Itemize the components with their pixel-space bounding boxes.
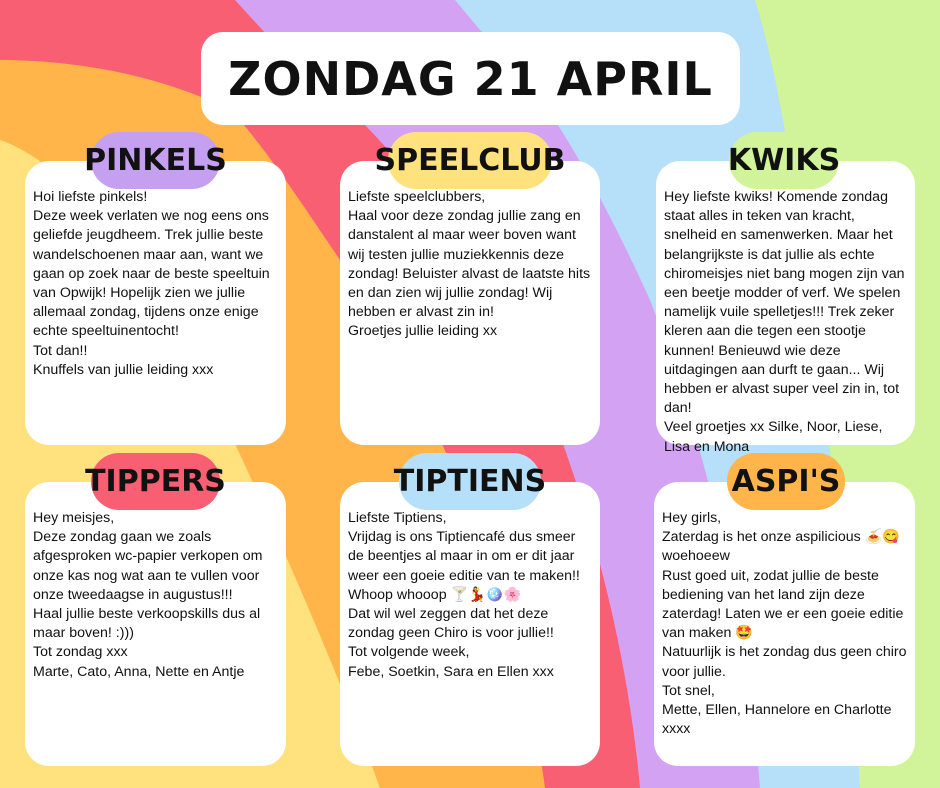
group-card-tippers	[25, 482, 286, 766]
group-message: Hey meisjes, Deze zondag gaan we zoals afgesproken wc-papier verkopen om onze kas nog wat aan te vullen voor onze tweedaagse in augustus!!! Haal jullie beste verkoopskills dus al maar boven! :))) Tot zondag xxx Marte, Cato, Anna, Nette en Antje	[33, 510, 263, 680]
group-message: Hoi liefste pinkels! Deze week verlaten we nog eens ons geliefde jeugdheem. Trek jullie beste wandelschoenen maar aan, want we gaan op zoek naar de beste speeltuin van Opwijk! Hopelijk zien we jullie allemaal zondag, tijdens onze enige echte speeltuinentocht! Tot dan!! Knuffels van jullie leiding xxx	[33, 189, 270, 378]
page-title: ZONDAG 21 APRIL	[228, 51, 713, 106]
group-name: KWIKS	[727, 143, 841, 178]
group-name: ASPI'S	[731, 464, 841, 499]
group-label-speelclub	[374, 132, 566, 189]
group-message: Hey liefste kwiks! Komende zondag staat alles in teken van kracht, snelheid en samenwerken. Maar het belangrijkste is dat jullie als echte chiromeisjes niet bang mogen zijn van een beetje modder of verf. We spelen namelijk vuile spelletjes!!! Trek zeker kleren aan die tegen een stootje kunnen! Benieuwd wie deze uitdagingen aan durft te gaan... Wij hebben er alvast super veel zin in, tot dan! Veel groetjes xx Silke, Noor, Liese, Lisa en Mona	[664, 189, 905, 455]
group-card-tiptiens	[340, 482, 600, 766]
group-name: TIPPERS	[85, 464, 226, 499]
group-name: PINKELS	[84, 143, 227, 178]
group-message: Hey girls, Zaterdag is het onze aspilicious 🍝😋 woehoeew Rust goed uit, zodat jullie de beste bediening van het land zijn deze zaterdag! Laten we er een goeie editie van maken 🤩 Natuurlijk is het zondag dus geen chiro voor jullie. Tot snel, Mette, Ellen, Hannelore en Charlotte xxxx	[662, 510, 907, 738]
group-card-kwiks	[656, 161, 915, 455]
title-banner	[201, 32, 740, 125]
group-name: SPEELCLUB	[374, 143, 566, 178]
group-card-pinkels	[25, 161, 286, 445]
group-label-pinkels	[84, 132, 227, 189]
group-label-aspis	[727, 453, 845, 510]
group-label-tiptiens	[393, 453, 547, 510]
group-message: Liefste speelclubbers, Haal voor deze zondag jullie zang en danstalent al maar weer boven want wij testen jullie muziekkennis deze zondag! Beluister alvast de laatste hits en dan zien wij jullie zondag! Wij hebben er alvast zin in! Groetjes jullie leiding xx	[348, 189, 591, 340]
group-label-tippers	[85, 453, 226, 510]
group-card-aspis	[654, 482, 915, 766]
group-message: Liefste Tiptiens, Vrijdag is ons Tiptiencafé dus smeer de beentjes al maar in om er dit jaar weer een goeie editie van te maken!! Whoop whooop 🍸💃🪩🌸 Dat wil wel zeggen dat het deze zondag geen Chiro is voor jullie!! Tot volgende week, Febe, Soetkin, Sara en Ellen xxx	[348, 510, 580, 680]
group-label-kwiks	[729, 132, 839, 189]
group-card-speelclub	[340, 161, 600, 445]
group-name: TIPTIENS	[393, 464, 547, 499]
